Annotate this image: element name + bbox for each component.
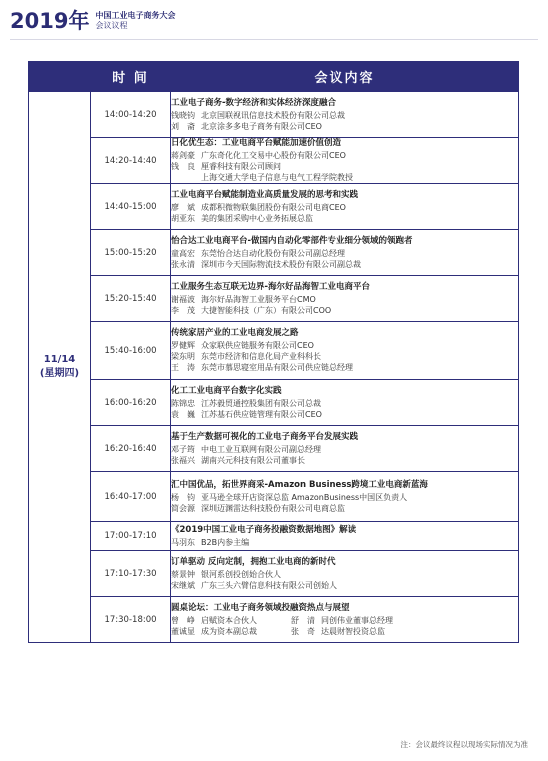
speaker-org: 上海交通大学电子信息与电气工程学院教授 xyxy=(201,173,353,182)
speaker-name: 童高宏 xyxy=(171,248,195,258)
speaker-line xyxy=(171,110,518,121)
speaker-line xyxy=(171,537,518,548)
speaker-name: 李 茂 xyxy=(171,305,195,315)
table-row xyxy=(29,276,519,322)
speaker-name: 陈锦忠 xyxy=(171,398,195,408)
speaker-line xyxy=(171,172,518,183)
table-row xyxy=(29,322,519,380)
speaker-org: 美的集团采购中心业务拓展总监 xyxy=(201,213,313,223)
speaker-line xyxy=(171,259,518,270)
speaker-name: 梁东明 xyxy=(171,352,195,361)
speaker-name: 蔡景钟 xyxy=(171,569,195,579)
session-title: 工业服务生态互联无边界-海尔好品海智工业电商平台 xyxy=(171,281,371,292)
footnote: 注：会议最终议程以现场实际情况为准 xyxy=(400,740,528,749)
session-title: 化工工业电商平台数字化实践 xyxy=(171,385,282,396)
speaker-line xyxy=(171,213,518,224)
speaker-org: 湖南兴元科技有限公司董事长 xyxy=(201,455,305,465)
speaker-name: 张永清 xyxy=(171,259,195,269)
panelist-org: 同创伟业董事总经理 xyxy=(321,615,393,625)
speaker-line xyxy=(171,409,518,420)
speaker-org: 东莞市慕思寝室用品有限公司供应链总经理 xyxy=(201,363,353,372)
date-label: 11/14 xyxy=(43,354,76,365)
session-title: 订单驱动 反向定制，拥抱工业电商的新时代 xyxy=(171,556,336,567)
speaker-line xyxy=(171,503,518,514)
header-time: 时 间 xyxy=(91,62,171,92)
speaker-name: 廖 斌 xyxy=(171,202,195,212)
session-title: 工业电子商务-数字经济和实体经济深度融合 xyxy=(171,97,337,108)
speaker-name: 谢福波 xyxy=(171,294,195,304)
panelist-name: 董诚显 xyxy=(171,626,195,636)
session-content xyxy=(171,597,519,643)
speaker-line xyxy=(171,121,518,132)
session-title: 传统家居产业的工业电商发展之路 xyxy=(171,328,299,338)
session-time: 16:20-16:40 xyxy=(91,426,171,472)
speaker-org: 大捷智能科技（广东）有限公司COO xyxy=(201,305,332,315)
speaker-name: 钱 良 xyxy=(171,162,195,171)
date-cell xyxy=(29,92,91,643)
panelist-name: 曾 峥 xyxy=(171,615,195,625)
speaker-org: 东莞市经济和信息化局产业科科长 xyxy=(201,352,321,361)
speaker-org: 成都积微物联集团股份有限公司电商CEO xyxy=(201,202,346,212)
header-blank xyxy=(29,62,91,92)
panelist-line xyxy=(171,615,518,626)
session-time: 15:20-15:40 xyxy=(91,276,171,322)
panelist-line xyxy=(171,626,518,637)
speaker-line xyxy=(171,351,518,362)
speaker-org: 厘睿科技有限公司顾问 xyxy=(201,162,281,171)
table-row xyxy=(29,522,519,551)
speaker-line xyxy=(171,294,518,305)
panelist-org: 成为资本副总裁 xyxy=(201,626,257,636)
session-content xyxy=(171,322,519,380)
speaker-line xyxy=(171,340,518,351)
speaker-line xyxy=(171,398,518,409)
table-row xyxy=(29,597,519,643)
panelist-org: 达晨财智投资总监 xyxy=(321,626,385,636)
session-content xyxy=(171,92,519,138)
table-row xyxy=(29,426,519,472)
speaker-org: 北京国联视讯信息技术股份有限公司总裁 xyxy=(201,110,345,120)
session-title: 日化优生态：工业电商平台赋能加速价值创造 xyxy=(171,138,342,148)
speaker-line xyxy=(171,569,518,580)
session-time: 17:00-17:10 xyxy=(91,522,171,551)
table-row xyxy=(29,92,519,138)
session-content xyxy=(171,276,519,322)
session-content xyxy=(171,184,519,230)
session-time: 15:40-16:00 xyxy=(91,322,171,380)
session-title: 工业电商平台赋能制造业高质量发展的思考和实践 xyxy=(171,189,359,200)
session-content xyxy=(171,230,519,276)
speaker-line xyxy=(171,455,518,466)
header-year: 2019年 xyxy=(10,9,90,33)
speaker-line xyxy=(171,305,518,316)
table-row xyxy=(29,551,519,597)
speaker-org: 银河系创投创始合伙人 xyxy=(201,569,281,579)
speaker-org: 中电工业互联网有限公司副总经理 xyxy=(201,444,321,454)
speaker-name: 王 涛 xyxy=(171,363,195,372)
table-row xyxy=(29,184,519,230)
speaker-line xyxy=(171,492,518,503)
session-content xyxy=(171,522,519,551)
page-header xyxy=(10,6,175,36)
table-row xyxy=(29,230,519,276)
table-row xyxy=(29,138,519,184)
speaker-name: 简会源 xyxy=(171,503,195,513)
session-title: 基于生产数据可视化的工业电子商务平台发展实践 xyxy=(171,431,359,442)
session-title: 汇中国优品，拓世界商采-Amazon Business跨境工业电商新蓝海 xyxy=(171,479,428,490)
speaker-name: 张福兴 xyxy=(171,455,195,465)
session-time: 17:10-17:30 xyxy=(91,551,171,597)
session-title: 圆桌论坛：工业电子商务领域投融资热点与展望 xyxy=(171,602,350,613)
speaker-line xyxy=(171,248,518,259)
agenda-header-row xyxy=(29,62,519,92)
session-content xyxy=(171,138,519,184)
speaker-name: 宋继斌 xyxy=(171,580,195,590)
speaker-line xyxy=(171,161,518,172)
speaker-name: 钱晓钧 xyxy=(171,110,195,120)
speaker-org: 广东三头六臂信息科技有限公司创始人 xyxy=(201,580,337,590)
speaker-org: 亚马逊全球开店资深总监 AmazonBusiness中国区负责人 xyxy=(201,492,408,502)
header-title: 中国工业电子商务大会 xyxy=(95,11,176,20)
session-time: 14:20-14:40 xyxy=(91,138,171,184)
speaker-name: 袁 巍 xyxy=(171,409,195,419)
agenda-table xyxy=(28,61,519,643)
header-subtitle: 会议议程 xyxy=(95,21,128,30)
table-row xyxy=(29,472,519,522)
session-time: 14:40-15:00 xyxy=(91,184,171,230)
panelist-name: 张 奇 xyxy=(291,626,315,636)
speaker-line xyxy=(171,150,518,161)
speaker-org: 东莞怡合达自动化股份有限公司副总经理 xyxy=(201,248,345,258)
session-content xyxy=(171,551,519,597)
speaker-name: 邓子筠 xyxy=(171,444,195,454)
speaker-org: 江苏毅贸通控股集团有限公司总裁 xyxy=(201,398,321,408)
session-time: 15:00-15:20 xyxy=(91,230,171,276)
table-row xyxy=(29,380,519,426)
session-time: 16:00-16:20 xyxy=(91,380,171,426)
speaker-line xyxy=(171,444,518,455)
session-content xyxy=(171,426,519,472)
session-time: 14:00-14:20 xyxy=(91,92,171,138)
header-divider xyxy=(10,39,538,40)
speaker-org: 众家联供应链服务有限公司CEO xyxy=(201,341,314,350)
speaker-org: B2B内参主编 xyxy=(201,537,250,547)
session-title: 《2019中国工业电子商务投融资数据地图》解读 xyxy=(171,524,357,535)
panelist-org: 启赋资本合伙人 xyxy=(201,615,257,625)
session-content xyxy=(171,472,519,522)
speaker-line xyxy=(171,362,518,373)
header-content: 会议内容 xyxy=(171,62,519,92)
speaker-name: 蒋剑豪 xyxy=(171,151,195,160)
agenda-body xyxy=(29,92,519,643)
speaker-name: 马羽东 xyxy=(171,537,195,547)
weekday-label: (星期四) xyxy=(39,368,80,379)
speaker-line xyxy=(171,202,518,213)
speaker-name: 刘 斋 xyxy=(171,121,195,131)
header-subtitle-block xyxy=(95,11,175,31)
speaker-name: 杨 钧 xyxy=(171,492,195,502)
session-content xyxy=(171,380,519,426)
session-time: 16:40-17:00 xyxy=(91,472,171,522)
speaker-org: 广东奇化化工交易中心股份有限公司CEO xyxy=(201,151,346,160)
session-title: 怡合达工业电商平台-做国内自动化零部件专业细分领域的领跑者 xyxy=(171,235,413,246)
session-time: 17:30-18:00 xyxy=(91,597,171,643)
speaker-org: 海尔好品海智工业服务平台CMO xyxy=(201,294,316,304)
speaker-org: 深圳市今天国际物流技术股份有限公司副总裁 xyxy=(201,259,361,269)
speaker-name: 胡亚东 xyxy=(171,213,195,223)
speaker-org: 深圳迈渊雷达科技股份有限公司电商总监 xyxy=(201,503,345,513)
speaker-name: 罗健辉 xyxy=(171,341,195,350)
speaker-line xyxy=(171,580,518,591)
speaker-org: 北京涂多多电子商务有限公司CEO xyxy=(201,121,322,131)
panelist-name: 舒 清 xyxy=(291,615,315,625)
speaker-org: 江苏基石供应链管理有限公司CEO xyxy=(201,409,322,419)
